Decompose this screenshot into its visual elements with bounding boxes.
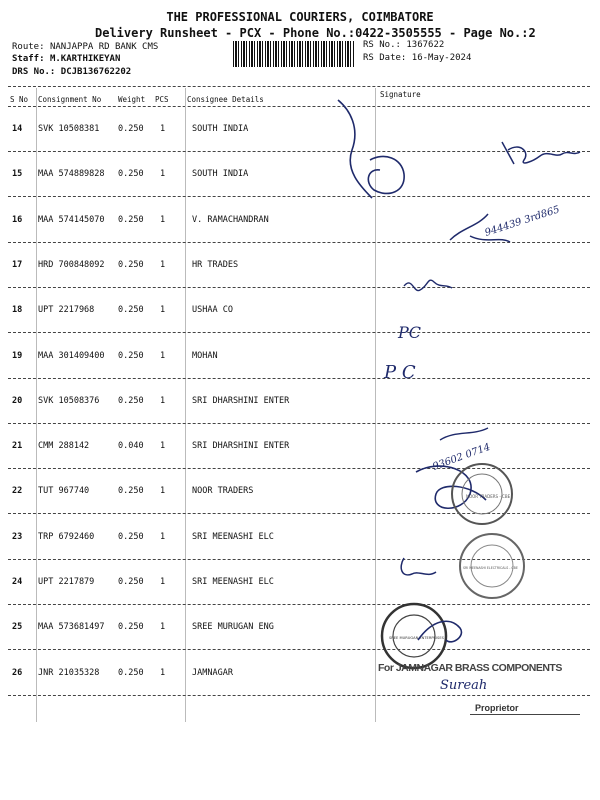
staff-line <box>12 54 120 64</box>
barcode <box>233 41 355 67</box>
row-weight: 0.250 <box>118 350 144 361</box>
row-consignment: MAA 574145070 <box>38 214 105 225</box>
rs-date-label: RS Date: <box>363 53 407 63</box>
row-consignee: NOOR TRADERS <box>192 486 254 497</box>
handwritten-phone-16: 944439 3rd865 <box>483 204 562 239</box>
drs-line <box>12 67 131 77</box>
row-sno: 18 <box>12 305 23 316</box>
row-sno: 16 <box>12 214 23 225</box>
header-rule-top <box>8 86 590 87</box>
row-pcs: 1 <box>160 667 166 678</box>
row-pcs: 1 <box>160 124 166 134</box>
route-value: NANJAPPA RD BANK CMS <box>49 42 159 52</box>
row-separator <box>8 513 590 514</box>
signature-22 <box>416 466 486 508</box>
row-weight: 0.250 <box>118 395 144 406</box>
signature-14-loop <box>368 156 404 193</box>
row-consignee: SRI MEENASHI ELC <box>192 531 274 542</box>
rs-no-value: 1367622 <box>406 40 445 50</box>
row-sno: 15 <box>12 169 23 180</box>
row-weight: 0.250 <box>118 124 144 134</box>
header-rule-bottom <box>8 106 590 107</box>
col-header-consignment: Consignment No <box>38 95 102 104</box>
rs-no-label: RS No.: <box>363 40 401 50</box>
handwritten-mark-19: P C <box>384 362 416 383</box>
row-separator <box>8 468 590 469</box>
row-separator <box>8 604 590 605</box>
col-header-weight: Weight <box>118 95 146 104</box>
drs-value: DCJB136762202 <box>60 67 132 77</box>
col-header-sno: S No <box>10 95 29 104</box>
row-separator <box>8 695 590 696</box>
row-consignment: UPT 2217879 <box>38 577 95 587</box>
row-sno: 20 <box>12 395 23 406</box>
stamp-25-inner <box>393 615 435 657</box>
row-sno: 19 <box>12 350 23 361</box>
column-divider <box>185 88 186 722</box>
row-sno: 22 <box>12 486 23 497</box>
handwritten-mark-18: PC <box>398 323 422 342</box>
row-sno: 17 <box>12 259 23 270</box>
row-weight: 0.250 <box>118 486 144 497</box>
col-header-signature: Signature <box>380 90 421 99</box>
signature-23-24 <box>401 558 436 575</box>
row-separator <box>8 242 590 243</box>
row-consignee: USHAA CO <box>192 305 233 316</box>
route-line <box>12 42 158 52</box>
row-consignment: MAA 301409400 <box>38 350 105 361</box>
row-consignment: TRP 6792460 <box>38 531 95 542</box>
proprietor-line <box>470 714 580 715</box>
stamp-23 <box>460 534 524 598</box>
row-consignment: MAA 574889828 <box>38 169 105 180</box>
row-consignment: JNR 21035328 <box>38 667 100 678</box>
row-sno: 21 <box>12 441 23 452</box>
row-consignee: SRI DHARSHINI ENTER <box>192 441 290 452</box>
signature-20 <box>440 428 488 440</box>
row-pcs: 1 <box>160 531 166 542</box>
stamp-23-inner <box>471 545 513 587</box>
row-weight: 0.250 <box>118 259 144 270</box>
handwritten-phone-21: 93602 0714 <box>431 441 492 473</box>
column-divider <box>36 88 37 722</box>
rs-no-line <box>363 40 444 50</box>
row-consignment: UPT 2217968 <box>38 305 95 316</box>
signature-17 <box>404 280 452 290</box>
handwritten-name: Sureah <box>440 678 488 693</box>
row-sno: 25 <box>12 622 23 633</box>
row-pcs: 1 <box>160 259 166 270</box>
row-pcs: 1 <box>160 441 166 452</box>
stamp-25 <box>382 604 446 668</box>
row-pcs: 1 <box>160 577 166 587</box>
row-consignee: MOHAN <box>192 350 218 361</box>
stamp-22-text: NOOR TRADERS - CBE <box>466 494 511 499</box>
row-consignee: SRI DHARSHINI ENTER <box>192 395 290 406</box>
signature-14 <box>338 100 372 198</box>
col-header-pcs: PCS <box>155 95 169 104</box>
row-pcs: 1 <box>160 486 166 497</box>
company-stamp-text: For JAMNAGAR BRASS COMPONENTS <box>378 662 562 674</box>
row-consignment: CMM 288142 <box>38 441 90 452</box>
row-sno: 14 <box>12 124 23 134</box>
row-weight: 0.040 <box>118 441 144 452</box>
row-weight: 0.250 <box>118 214 144 225</box>
staff-label: Staff: <box>12 54 45 64</box>
row-sno: 24 <box>12 577 23 587</box>
staff-value: M.KARTHIKEYAN <box>49 54 121 64</box>
row-separator <box>8 649 590 650</box>
row-weight: 0.250 <box>118 577 144 587</box>
row-weight: 0.250 <box>118 169 144 180</box>
stamp-22-inner <box>462 474 502 514</box>
signature-15 <box>502 142 580 164</box>
row-consignee: SREE MURUGAN ENG <box>192 622 274 633</box>
row-pcs: 1 <box>160 169 166 180</box>
row-consignment: SVK 10508381 <box>38 124 100 134</box>
row-pcs: 1 <box>160 214 166 225</box>
row-separator <box>8 423 590 424</box>
row-consignment: HRD 700848092 <box>38 259 105 270</box>
row-pcs: 1 <box>160 350 166 361</box>
row-weight: 0.250 <box>118 305 144 316</box>
row-weight: 0.250 <box>118 622 144 633</box>
column-divider <box>375 88 376 722</box>
row-consignment: TUT 967740 <box>38 486 90 497</box>
row-separator <box>8 287 590 288</box>
row-weight: 0.250 <box>118 531 144 542</box>
row-consignment: MAA 573681497 <box>38 622 105 633</box>
row-separator <box>8 559 590 560</box>
stamp-22 <box>452 464 512 524</box>
row-separator <box>8 151 590 152</box>
route-label: Route: <box>12 42 45 52</box>
row-separator <box>8 332 590 333</box>
company-title: THE PROFESSIONAL COURIERS, COIMBATORE <box>166 10 434 24</box>
row-consignee: SOUTH INDIA <box>192 169 249 180</box>
signature-25 <box>418 621 461 642</box>
signature-16 <box>450 214 510 242</box>
row-weight: 0.250 <box>118 667 144 678</box>
row-pcs: 1 <box>160 622 166 633</box>
runsheet-subtitle: Delivery Runsheet - PCX - Phone No.:0422-3505555 - Page No.:2 <box>95 26 536 40</box>
row-separator <box>8 196 590 197</box>
stamp-23-text: SRI MEENASHI ELECTRICALS - CBE <box>463 566 518 570</box>
row-consignee: SRI MEENASHI ELC <box>192 577 274 587</box>
row-consignee: V. RAMACHANDRAN <box>192 214 269 225</box>
col-header-consignee: Consignee Details <box>187 95 264 104</box>
drs-label: DRS No.: <box>12 67 56 77</box>
row-pcs: 1 <box>160 305 166 316</box>
row-consignee: SOUTH INDIA <box>192 124 249 134</box>
stamp-25-text: SREE MURUGAN ENTERPRISES <box>389 636 444 640</box>
row-consignee: JAMNAGAR <box>192 667 233 678</box>
rs-date-line <box>363 53 471 63</box>
row-sno: 23 <box>12 531 23 542</box>
proprietor-label: Proprietor <box>475 703 519 713</box>
row-separator <box>8 378 590 379</box>
row-pcs: 1 <box>160 395 166 406</box>
row-consignment: SVK 10508376 <box>38 395 100 406</box>
row-consignee: HR TRADES <box>192 259 239 270</box>
row-sno: 26 <box>12 667 23 678</box>
rs-date-value: 16-May-2024 <box>411 53 472 63</box>
